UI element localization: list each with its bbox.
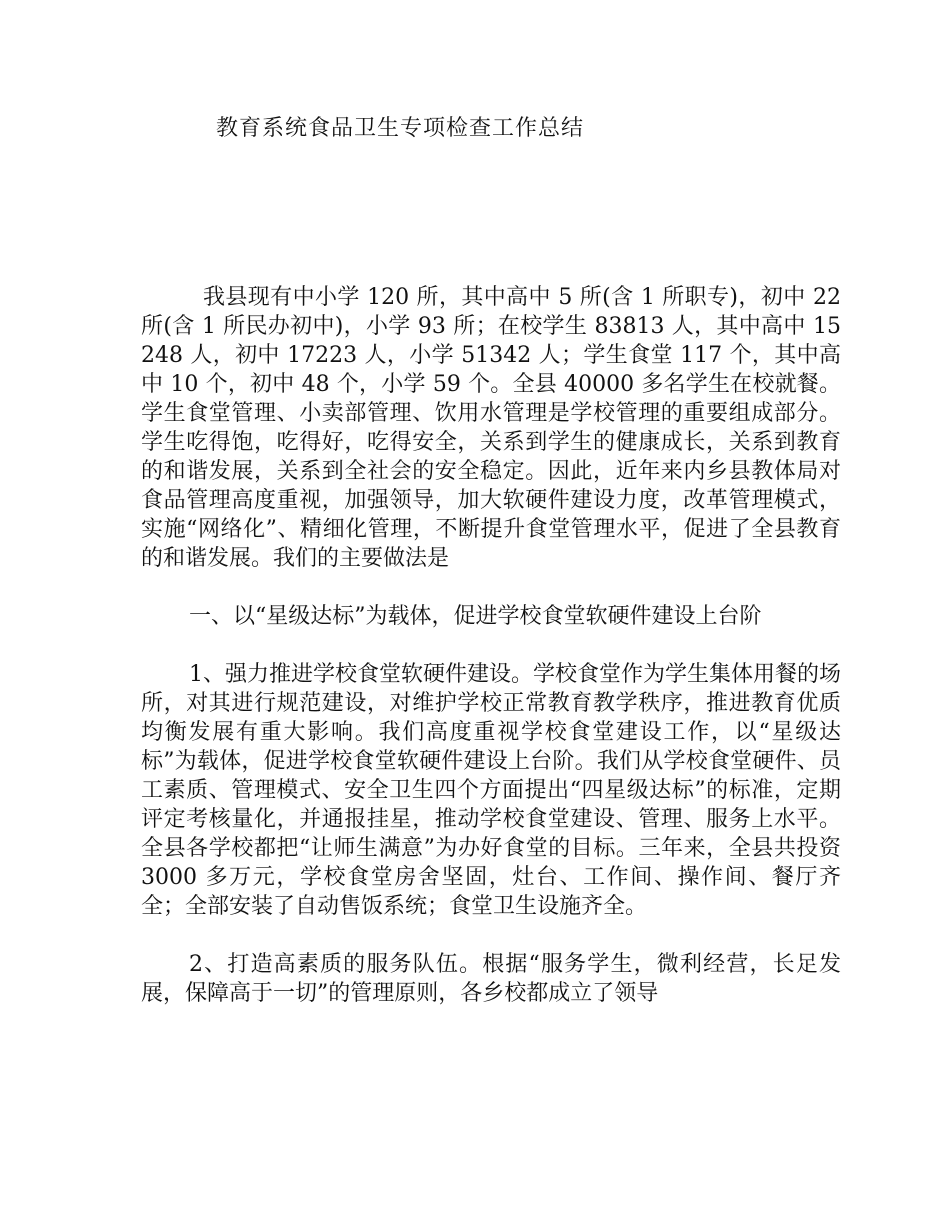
document-title: 教育系统食品卫生专项检查工作总结 [216,116,585,141]
section-heading-1: 一、以“星级达标”为载体，促进学校食堂软硬件建设上台阶 [189,604,762,629]
paragraph-intro: 我县现有中小学 120 所，其中高中 5 所(含 1 所职专)，初中 22 所(含 1 所民办初中)，小学 93 所；在校学生 83813 人，其中高中 15248 人，初中 17223 人，小学 51342 人；学生食堂 117 个，其中高中 10 个，初中 48 个，小学 59 个。全县 40000 多名学生在校就餐。学生食堂管理、小卖部管理、饮用水管理是学校管理的重要组成部分。学生吃得饱，吃得好，吃得安全，关系到学生的健康成长，关系到教育的和谐发展，关系到全社会的安全稳定。因此，近年来内乡县教体局对食品管理高度重视，加强领导，加大软硬件建设力度，改革管理模式，实施“网络化”、精细化管理，不断提升食堂管理水平，促进了全县教育的和谐发展。我们的主要做法是 [141,285,841,571]
paragraph-2: 2、打造高素质的服务队伍。根据“服务学生，微利经营，长足发展，保障高于一切”的管理原则，各乡校都成立了领导 [141,952,841,1006]
document-body [141,283,841,1008]
paragraph-1: 1、强力推进学校食堂软硬件建设。学校食堂作为学生集体用餐的场所，对其进行规范建设，对维护学校正常教育教学秩序，推进教育优质均衡发展有重大影响。我们高度重视学校食堂建设工作，以“星级达标”为载体，促进学校食堂软硬件建设上台阶。我们从学校食堂硬件、员工素质、管理模式、安全卫生四个方面提出“四星级达标”的标准，定期评定考核量化，并通报挂星，推动学校食堂建设、管理、服务上水平。全县各学校都把“让师生满意”为办好食堂的目标。三年来，全县共投资 3000 多万元，学校食堂房舍坚固，灶台、工作间、操作间、餐厅齐全；全部安装了自动售饭系统；食堂卫生设施齐全。 [141,662,841,919]
